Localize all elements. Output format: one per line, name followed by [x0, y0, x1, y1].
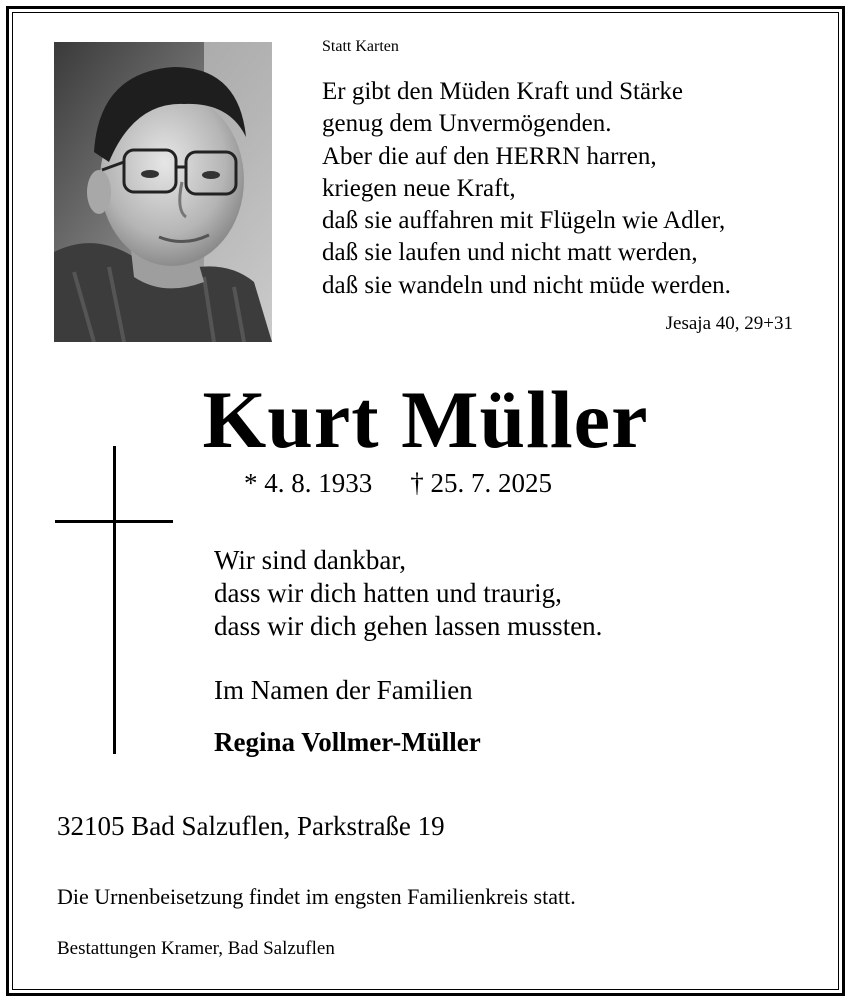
- portrait-illustration: [54, 42, 272, 342]
- verse-line: daß sie auffahren mit Flügeln wie Adler,: [322, 207, 726, 235]
- verse-line: daß sie laufen und nicht matt werden,: [322, 239, 698, 267]
- verse-line: kriegen neue Kraft,: [322, 174, 516, 202]
- portrait-photo: [54, 42, 272, 342]
- bible-verse: [322, 76, 731, 302]
- birth-date: * 4. 8. 1933: [244, 468, 373, 498]
- verse-line: Aber die auf den HERRN harren,: [322, 142, 657, 170]
- verse-line: Er gibt den Müden Kraft und Stärke: [322, 78, 684, 105]
- death-date: † 25. 7. 2025: [410, 468, 552, 498]
- family-line: Im Namen der Familien: [214, 675, 473, 705]
- verse-reference: Jesaja 40, 29+31: [665, 313, 793, 334]
- verse-line: daß sie wandeln und nicht müde werden.: [322, 271, 731, 299]
- cross-icon: [113, 446, 116, 754]
- message-line: Wir sind dankbar,: [214, 545, 407, 575]
- funeral-home: Bestattungen Kramer, Bad Salzuflen: [57, 938, 335, 959]
- signer-name: Regina Vollmer-Müller: [214, 727, 481, 757]
- burial-notice: Die Urnenbeisetzung findet im engsten Familienkreis statt.: [57, 884, 576, 909]
- message-line: dass wir dich gehen lassen mussten.: [214, 611, 603, 641]
- address: 32105 Bad Salzuflen, Parkstraße 19: [57, 811, 445, 841]
- life-dates: [244, 468, 552, 499]
- farewell-message: [214, 544, 602, 643]
- verse-line: genug dem Unvermögenden.: [322, 110, 612, 138]
- deceased-name: Kurt Müller: [202, 374, 649, 465]
- message-line: dass wir dich hatten und traurig,: [214, 578, 562, 608]
- cross-icon-bar: [55, 520, 173, 523]
- statt-karten-label: Statt Karten: [322, 38, 399, 55]
